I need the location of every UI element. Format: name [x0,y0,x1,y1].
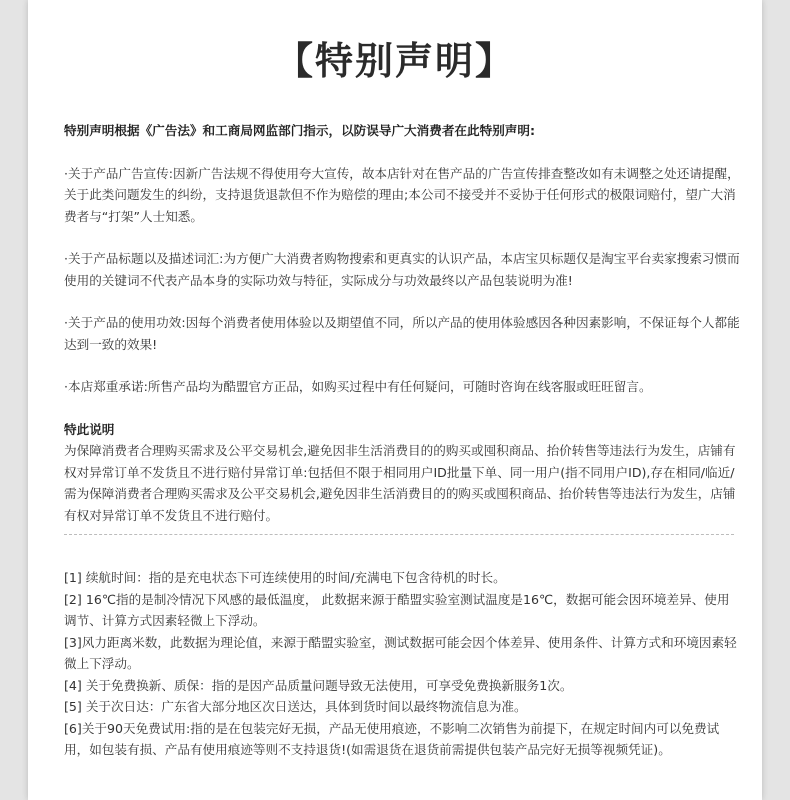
title-keywords-clause: ·关于产品标题以及描述词汇:为方便广大消费者购物搜索和更真实的认识产品，本店宝贝标题仅是淘宝平台卖家搜索习惯而使用的关键词不代表产品本身的实际功效与特征，实际成分与功效最终以产品包装说明为准! [64,251,740,288]
footnote-2: [2] 16℃指的是制冷情况下风感的最低温度， 此数据来源于酷盟实验室测试温度是16℃，数据可能会因环境差异、使用调节、计算方式因素轻微上下浮动。 [64,591,730,628]
special-note-body: 为保障消费者合理购买需求及公平交易机会,避免因非生活消费目的的购买或囤积商品、抬价转售等违法行为发生，店铺有权对异常订单不发货且不进行赔付异常订单:包括但不限于相同用户ID批量下单、同一用户(指不同用户ID),存在相同/临近/需为保障消费者合理购买需求及公平交易机会,避免因非生活消费目的的购买或囤积商品、抬价转售等违法行为发生，店铺有权对异常订单不发货且不进行赔付。 [64,443,736,523]
footnote-5: [5] 关于次日达：广东省大部分地区次日送达，具体到货时间以最终物流信息为准。 [64,699,527,714]
footnote-1: [1] 续航时间：指的是充电状态下可连续使用的时间/充满电下包含待机的时长。 [64,570,506,585]
dashed-divider [64,534,734,535]
declaration-content [64,120,740,526]
footnote-6: [6]关于90天免费试用:指的是在包装完好无损，产品无使用痕迹，不影响二次销售为前提下，在规定时间内可以免费试用，如包装有损、产品有使用痕迹等则不支持退货!(如需退货在退货前需提供包装产品完好无损等视频凭证)。 [64,720,720,757]
footnote-3: [3]风力距离米数，此数据为理论值，来源于酷盟实验室，测试数据可能会因个体差异、使用条件、计算方式和环境因素轻微上下浮动。 [64,634,737,671]
special-note-heading: 特此说明 [64,421,115,437]
footnote-4: [4] 关于免费换新、质保：指的是因产品质量问题导致无法使用，可享受免费换新服务1次。 [64,677,573,693]
declaration-sheet [28,0,762,800]
genuine-promise-clause: ·本店郑重承诺:所售产品均为酷盟官方正品，如购买过程中有任何疑问，可随时咨询在线客服或旺旺留言。 [64,379,652,394]
effect-clause: ·关于产品的使用功效:因每个消费者使用体验以及期望值不同，所以产品的使用体验感因各种因素影响，不保证每个人都能达到一致的效果! [64,315,740,352]
footnotes [64,567,740,761]
intro-statement: 特别声明根据《广告法》和工商局网监部门指示，以防误导广大消费者在此特别声明: [64,123,536,138]
advertising-clause: ·关于产品广告宣传:因新广告法规不得使用夸大宣传，故本店针对在售产品的广告宣传排查整改如有未调整之处还请提醒，关于此类问题发生的纠纷，支持退货退款但不作为赔偿的理由;本公司不接受并不妥协于任何形式的极限词赔付，望广大消费者与“打架”人士知悉。 [64,165,740,224]
page-title: 【特别声明】 [274,39,515,83]
